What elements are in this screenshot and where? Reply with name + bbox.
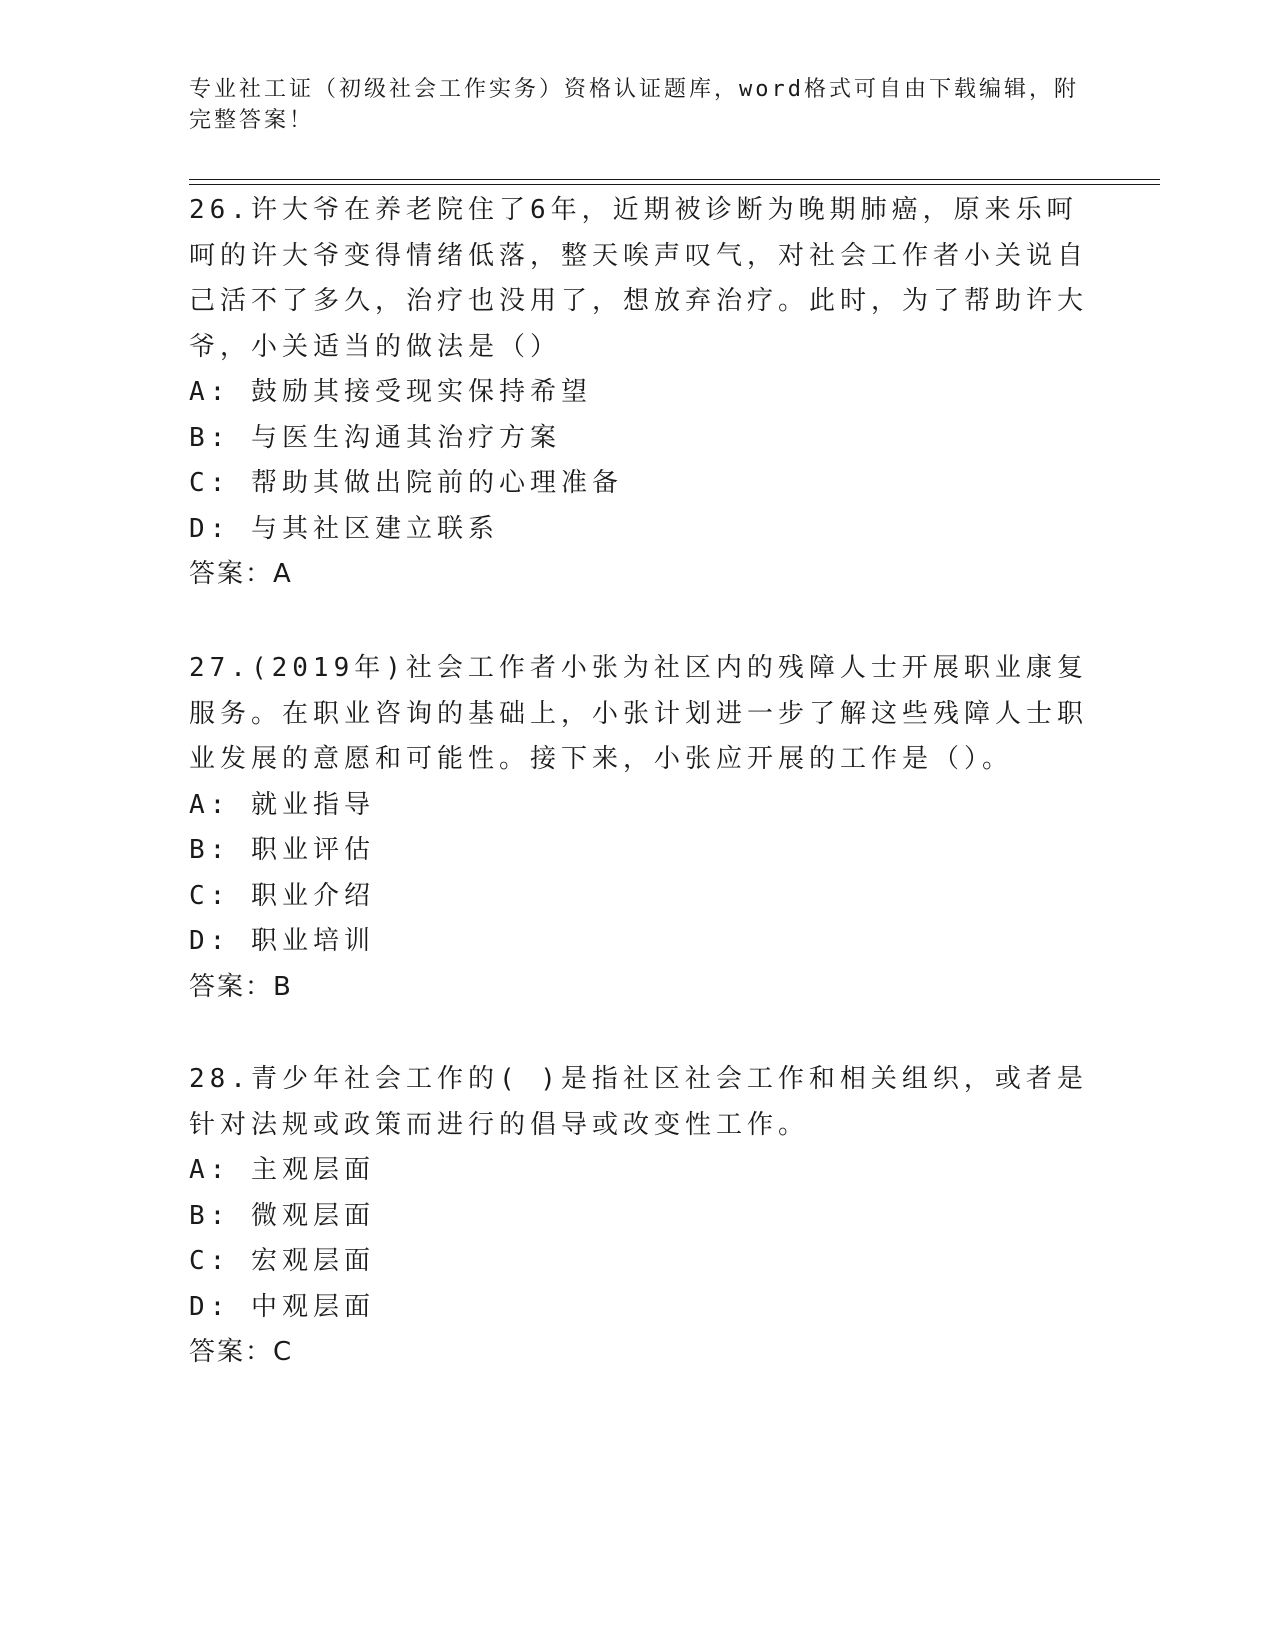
question-stem: 26.许大爷在养老院住了6年，近期被诊断为晚期肺癌，原来乐呵呵的许大爷变得情绪低落，整天唉声叹气，对社会工作者小关说自己活不了多久，治疗也没用了，想放弃治疗。此时，为了帮助许大爷，小关适当的做法是（） (189, 195, 1089, 362)
option-d: D: 中观层面 (189, 1291, 375, 1322)
option-b: B: 与医生沟通其治疗方案 (189, 422, 561, 453)
answer-line: 答案：C (189, 1337, 294, 1367)
option-c: C: 帮助其做出院前的心理准备 (189, 468, 623, 498)
question-stem: 28.青少年社会工作的( )是指社区社会工作和相关组织，或者是针对法规或政策而进行的倡导或改变性工作。 (189, 1064, 1088, 1140)
document-header: 专业社工证（初级社会工作实务）资格认证题库，word格式可自由下载编辑，附完整答案！ (189, 77, 1079, 133)
option-b: B: 微观层面 (189, 1200, 375, 1231)
option-a: A: 主观层面 (189, 1155, 375, 1185)
answer-line: 答案：B (189, 971, 293, 1002)
option-a: A: 就业指导 (189, 789, 375, 820)
header-divider-top (189, 179, 1160, 180)
question-26 (189, 188, 1089, 598)
question-28 (189, 1057, 1089, 1376)
option-a: A: 鼓励其接受现实保持希望 (189, 377, 592, 407)
header-divider-bottom (189, 184, 1160, 185)
option-c: C: 职业介绍 (189, 880, 375, 911)
answer-line: 答案：A (189, 559, 293, 589)
option-b: B: 职业评估 (189, 835, 375, 865)
option-d: D: 职业培训 (189, 926, 375, 956)
question-27 (189, 646, 1089, 1010)
question-stem: 27.(2019年)社会工作者小张为社区内的残障人士开展职业康复服务。在职业咨询的基础上，小张计划进一步了解这些残障人士职业发展的意愿和可能性。接下来，小张应开展的工作是（）。 (189, 653, 1089, 774)
option-c: C: 宏观层面 (189, 1246, 375, 1276)
option-d: D: 与其社区建立联系 (189, 513, 499, 544)
